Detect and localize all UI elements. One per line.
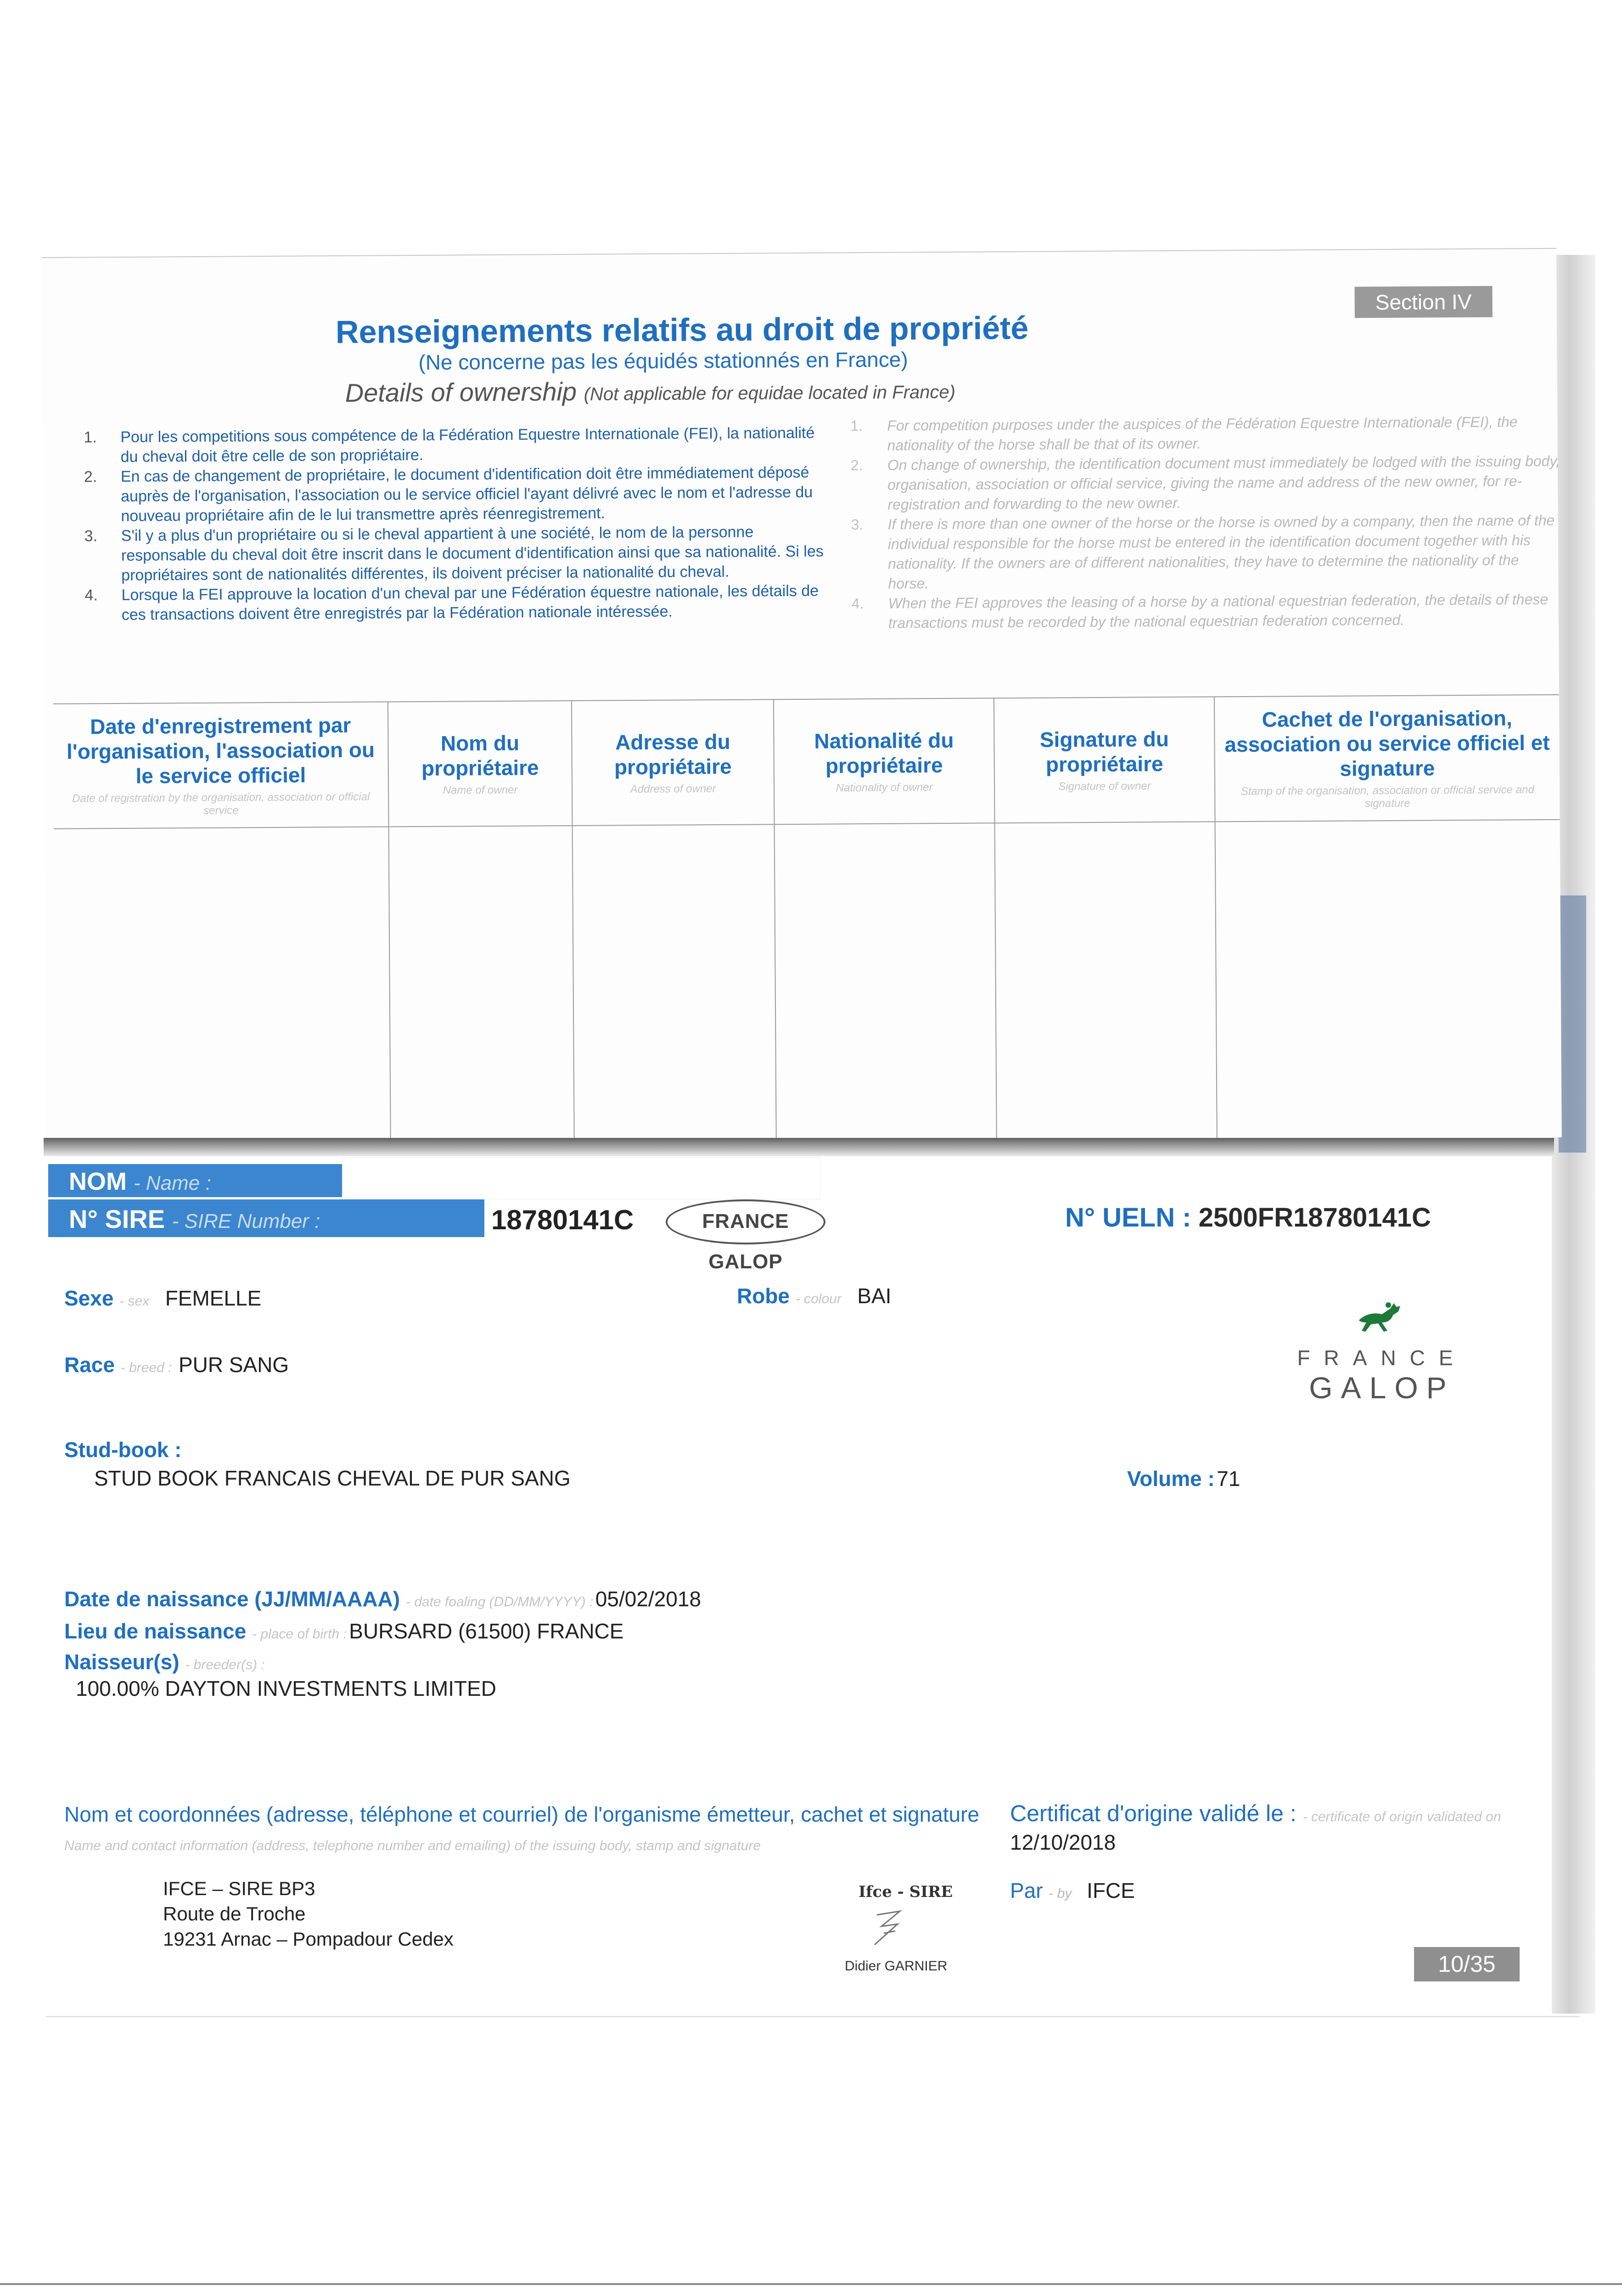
colour-label-en: - colour <box>795 1291 842 1306</box>
page-bottom-edge <box>46 2016 1579 2017</box>
note-fr-3 <box>84 522 829 586</box>
sex-row <box>64 1286 261 1311</box>
note-number: 3. <box>84 527 98 545</box>
logo-text-france: FRANCE <box>1297 1346 1467 1370</box>
studbook-label: Stud-book : <box>64 1438 182 1462</box>
note-text: Lorsque la FEI approuve la location d'un cheval par une Fédération équestre nationale, les détails de ces transactions doivent être enregistrés par la Fédération nationale intéressée. <box>121 582 819 624</box>
colour-label <box>737 1284 842 1308</box>
page-fold-shadow <box>44 1138 1554 1156</box>
name-label-fr: NOM <box>69 1168 127 1195</box>
birth-place-label-en: - place of birth : <box>252 1626 347 1642</box>
breeder-label-fr: Naisseur(s) <box>64 1650 180 1674</box>
note-en-3 <box>851 511 1563 594</box>
certificate-label-fr: Certificat d'origine validé le : <box>1010 1801 1296 1826</box>
ownership-table <box>53 694 1562 1147</box>
note-number: 4. <box>84 586 98 604</box>
france-galop-stamp: FRANCE GALOP <box>666 1199 825 1244</box>
volume-label: Volume : <box>1127 1467 1215 1491</box>
signatory-name: Didier GARNIER <box>845 1958 948 1974</box>
header-fr: Adresse du propriétaire <box>614 729 732 779</box>
note-number: 1. <box>850 417 863 434</box>
note-text: On change of ownership, the identification document must immediately be lodged with the issuing body, organisation, association or official service, giving the name and address of the new owner, for re-registration and forwarding to the new owner. <box>887 452 1560 513</box>
colour-row <box>737 1283 891 1308</box>
section-title-fr: Renseignements relatifs au droit de propriété <box>335 310 1029 350</box>
note-number: 2. <box>84 468 97 486</box>
certificate-label-en: - certificate of origin validated on <box>1302 1809 1501 1824</box>
note-text: If there is more than one owner of the horse or the horse is owned by a company, then the name of the individual responsible for the horse must be entered in the identification document together with his nationality. If the owners are of different nationalities, they have to determine the nationality of the horse. <box>887 512 1555 592</box>
birth-place-label <box>64 1619 347 1643</box>
title-en-main: Details of ownership <box>345 377 577 407</box>
sex-value: FEMELLE <box>165 1286 262 1310</box>
birth-place-row <box>64 1619 623 1643</box>
header-fr: Nationalité du propriétaire <box>814 728 954 778</box>
volume-row <box>1127 1466 1240 1491</box>
title-en-note: (Not applicable for equidae located in France) <box>584 382 956 405</box>
note-number: 3. <box>851 516 864 533</box>
validated-by-row <box>1010 1878 1135 1903</box>
sire-number: 18780141C <box>491 1204 634 1235</box>
issuer-address <box>163 1876 454 1952</box>
header-en: Stamp of the organisation, association or official service and signature <box>1240 783 1534 810</box>
note-number: 1. <box>84 428 97 446</box>
section-badge: Section IV <box>1354 286 1492 318</box>
header-en: Address of owner <box>630 782 716 796</box>
sex-label-en: - sex <box>119 1294 150 1309</box>
table-cell <box>54 827 391 1147</box>
ueln <box>1065 1202 1431 1233</box>
issuer-title-en: Name and contact information (address, telephone number and emailing) of the issuing body, stamp and signature <box>64 1838 761 1853</box>
header-fr: Nom du propriétaire <box>421 731 539 780</box>
table-cell <box>1215 820 1562 1140</box>
breed-label-fr: Race <box>64 1353 115 1377</box>
table-cell <box>995 822 1217 1141</box>
note-fr-2 <box>84 463 828 527</box>
breeder-label <box>64 1650 265 1674</box>
header-fr: Cachet de l'organisation, association ou service officiel et signature <box>1224 706 1550 781</box>
birth-date-label-fr: Date de naissance (JJ/MM/AAAA) <box>64 1587 400 1611</box>
validated-by-value: IFCE <box>1087 1879 1135 1902</box>
header-fr: Date d'enregistrement par l'organisation, l'association ou le service officiel <box>66 713 375 788</box>
birth-place-label-fr: Lieu de naissance <box>64 1619 247 1643</box>
note-fr-1 <box>84 423 827 467</box>
note-en-1 <box>850 412 1562 456</box>
birth-date-value: 05/02/2018 <box>595 1587 702 1611</box>
note-number: 4. <box>851 595 864 612</box>
page-stack-shadow <box>1559 895 1586 1153</box>
header-en: Date of registration by the organisation, association or official service <box>72 790 370 817</box>
volume-value: 71 <box>1217 1467 1240 1491</box>
name-label <box>69 1167 211 1196</box>
racehorse-icon-svg <box>1354 1295 1409 1336</box>
sex-label-fr: Sexe <box>64 1286 114 1310</box>
sex-label <box>64 1286 149 1310</box>
certificate-date: 12/10/2018 <box>1010 1830 1116 1854</box>
certificate-title <box>1010 1800 1501 1827</box>
note-text: S'il y a plus d'un propriétaire ou si le cheval appartient à une société, le nom de la personne responsable du cheval doit être inscrit dans le document d'identification ainsi que sa nationalité. Si les propriétaires sont de nationalités différentes, ils doivent préciser la nationalité du cheval. <box>121 523 824 584</box>
issuer-address-line: 19231 Arnac – Pompadour Cedex <box>163 1928 454 1950</box>
section-title-en <box>345 374 956 408</box>
column-header-owner-name <box>388 701 572 827</box>
birth-place-value: BURSARD (61500) FRANCE <box>349 1619 624 1643</box>
sire-label <box>69 1204 320 1234</box>
breed-row <box>64 1352 289 1377</box>
header-en: Name of owner <box>443 783 518 797</box>
breed-value: PUR SANG <box>178 1353 289 1377</box>
note-fr-4 <box>84 581 828 625</box>
issuer-title <box>64 1800 996 1860</box>
breeder-value: 100.00% DAYTON INVESTMENTS LIMITED <box>76 1677 496 1700</box>
ownership-section-sheet <box>41 248 1562 1147</box>
signature-organisation: Ifce - SIRE <box>859 1883 953 1901</box>
france-galop-logo <box>1281 1295 1483 1405</box>
header-fr: Signature du propriétaire <box>1039 727 1169 777</box>
column-header-owner-signature <box>994 697 1215 823</box>
note-en-2 <box>851 451 1563 515</box>
note-text: For competition purposes under the auspices of the Fédération Equestre Internationale (FEI), the nationality of the horse shall be that of its owner. <box>887 413 1518 454</box>
page-number-badge: 10/35 <box>1414 1947 1520 1981</box>
table-row <box>54 820 1562 1147</box>
section-subtitle-fr: (Ne concerne pas les équidés stationnés en France) <box>418 347 908 374</box>
note-number: 2. <box>850 457 863 474</box>
name-field-redacted <box>342 1157 820 1199</box>
issuer-title-fr: Nom et coordonnées (adresse, téléphone et courriel) de l'organisme émetteur, cachet et signature <box>64 1802 980 1826</box>
breed-label-en: - breed : <box>120 1360 172 1375</box>
studbook-value: STUD BOOK FRANCAIS CHEVAL DE PUR SANG <box>94 1466 571 1490</box>
breeder-label-en: - breeder(s) : <box>185 1657 265 1672</box>
column-header-owner-nationality <box>774 698 995 824</box>
sire-label-en: - SIRE Number : <box>172 1210 320 1232</box>
note-text: En cas de changement de propriétaire, le document d'identification doit être immédiatement déposé auprès de l'organisation, l'association ou le service officiel l'ayant délivré avec le nom et l'adresse du nouveau propriétaire afin de le lui transmettre après réenregistrement. <box>120 463 813 525</box>
breeder-row <box>64 1649 265 1674</box>
signature-svg <box>863 1906 914 1956</box>
signature-scribble <box>863 1906 914 1958</box>
scan-bottom-line <box>0 2283 1622 2285</box>
table-header-row <box>53 695 1560 829</box>
breed-label <box>64 1353 172 1377</box>
column-header-stamp <box>1214 695 1560 822</box>
birth-date-row <box>64 1587 701 1611</box>
sire-label-fr: N° SIRE <box>69 1204 165 1233</box>
table-cell <box>572 824 776 1144</box>
issuer-address-line: Route de Troche <box>163 1903 306 1925</box>
table-cell <box>389 826 574 1145</box>
colour-label-fr: Robe <box>737 1284 790 1308</box>
ueln-value: 2500FR18780141C <box>1198 1203 1431 1232</box>
validated-by-label: Par <box>1010 1879 1043 1902</box>
header-en: Nationality of owner <box>836 781 933 794</box>
name-label-en: - Name : <box>134 1172 211 1194</box>
notes-english <box>850 412 1563 633</box>
logo-text-galop: GALOP <box>1309 1371 1455 1405</box>
validated-by-label-en: - by <box>1049 1886 1072 1901</box>
note-en-4 <box>852 590 1563 633</box>
header-en: Signature of owner <box>1058 780 1151 793</box>
column-header-owner-address <box>572 699 775 826</box>
table-cell <box>775 823 997 1142</box>
ueln-label: N° UELN : <box>1065 1203 1191 1232</box>
colour-value: BAI <box>857 1284 892 1308</box>
certificate-date-row <box>1010 1830 1116 1855</box>
note-text: When the FEI approves the leasing of a horse by a national equestrian federation, the details of these transactions must be recorded by the national equestrian federation concerned. <box>888 591 1549 631</box>
birth-date-label-en: - date foaling (DD/MM/YYYY) : <box>405 1594 594 1609</box>
issuer-address-line: IFCE – SIRE BP3 <box>163 1878 315 1899</box>
racehorse-icon <box>1281 1295 1483 1344</box>
column-header-registration-date <box>53 702 389 828</box>
notes-french <box>84 423 829 625</box>
birth-date-label <box>64 1587 593 1611</box>
note-text: Pour les competitions sous compétence de la Fédération Equestre Internationale (FEI), la nationalité du cheval doit être celle de son propriétaire. <box>120 424 815 466</box>
